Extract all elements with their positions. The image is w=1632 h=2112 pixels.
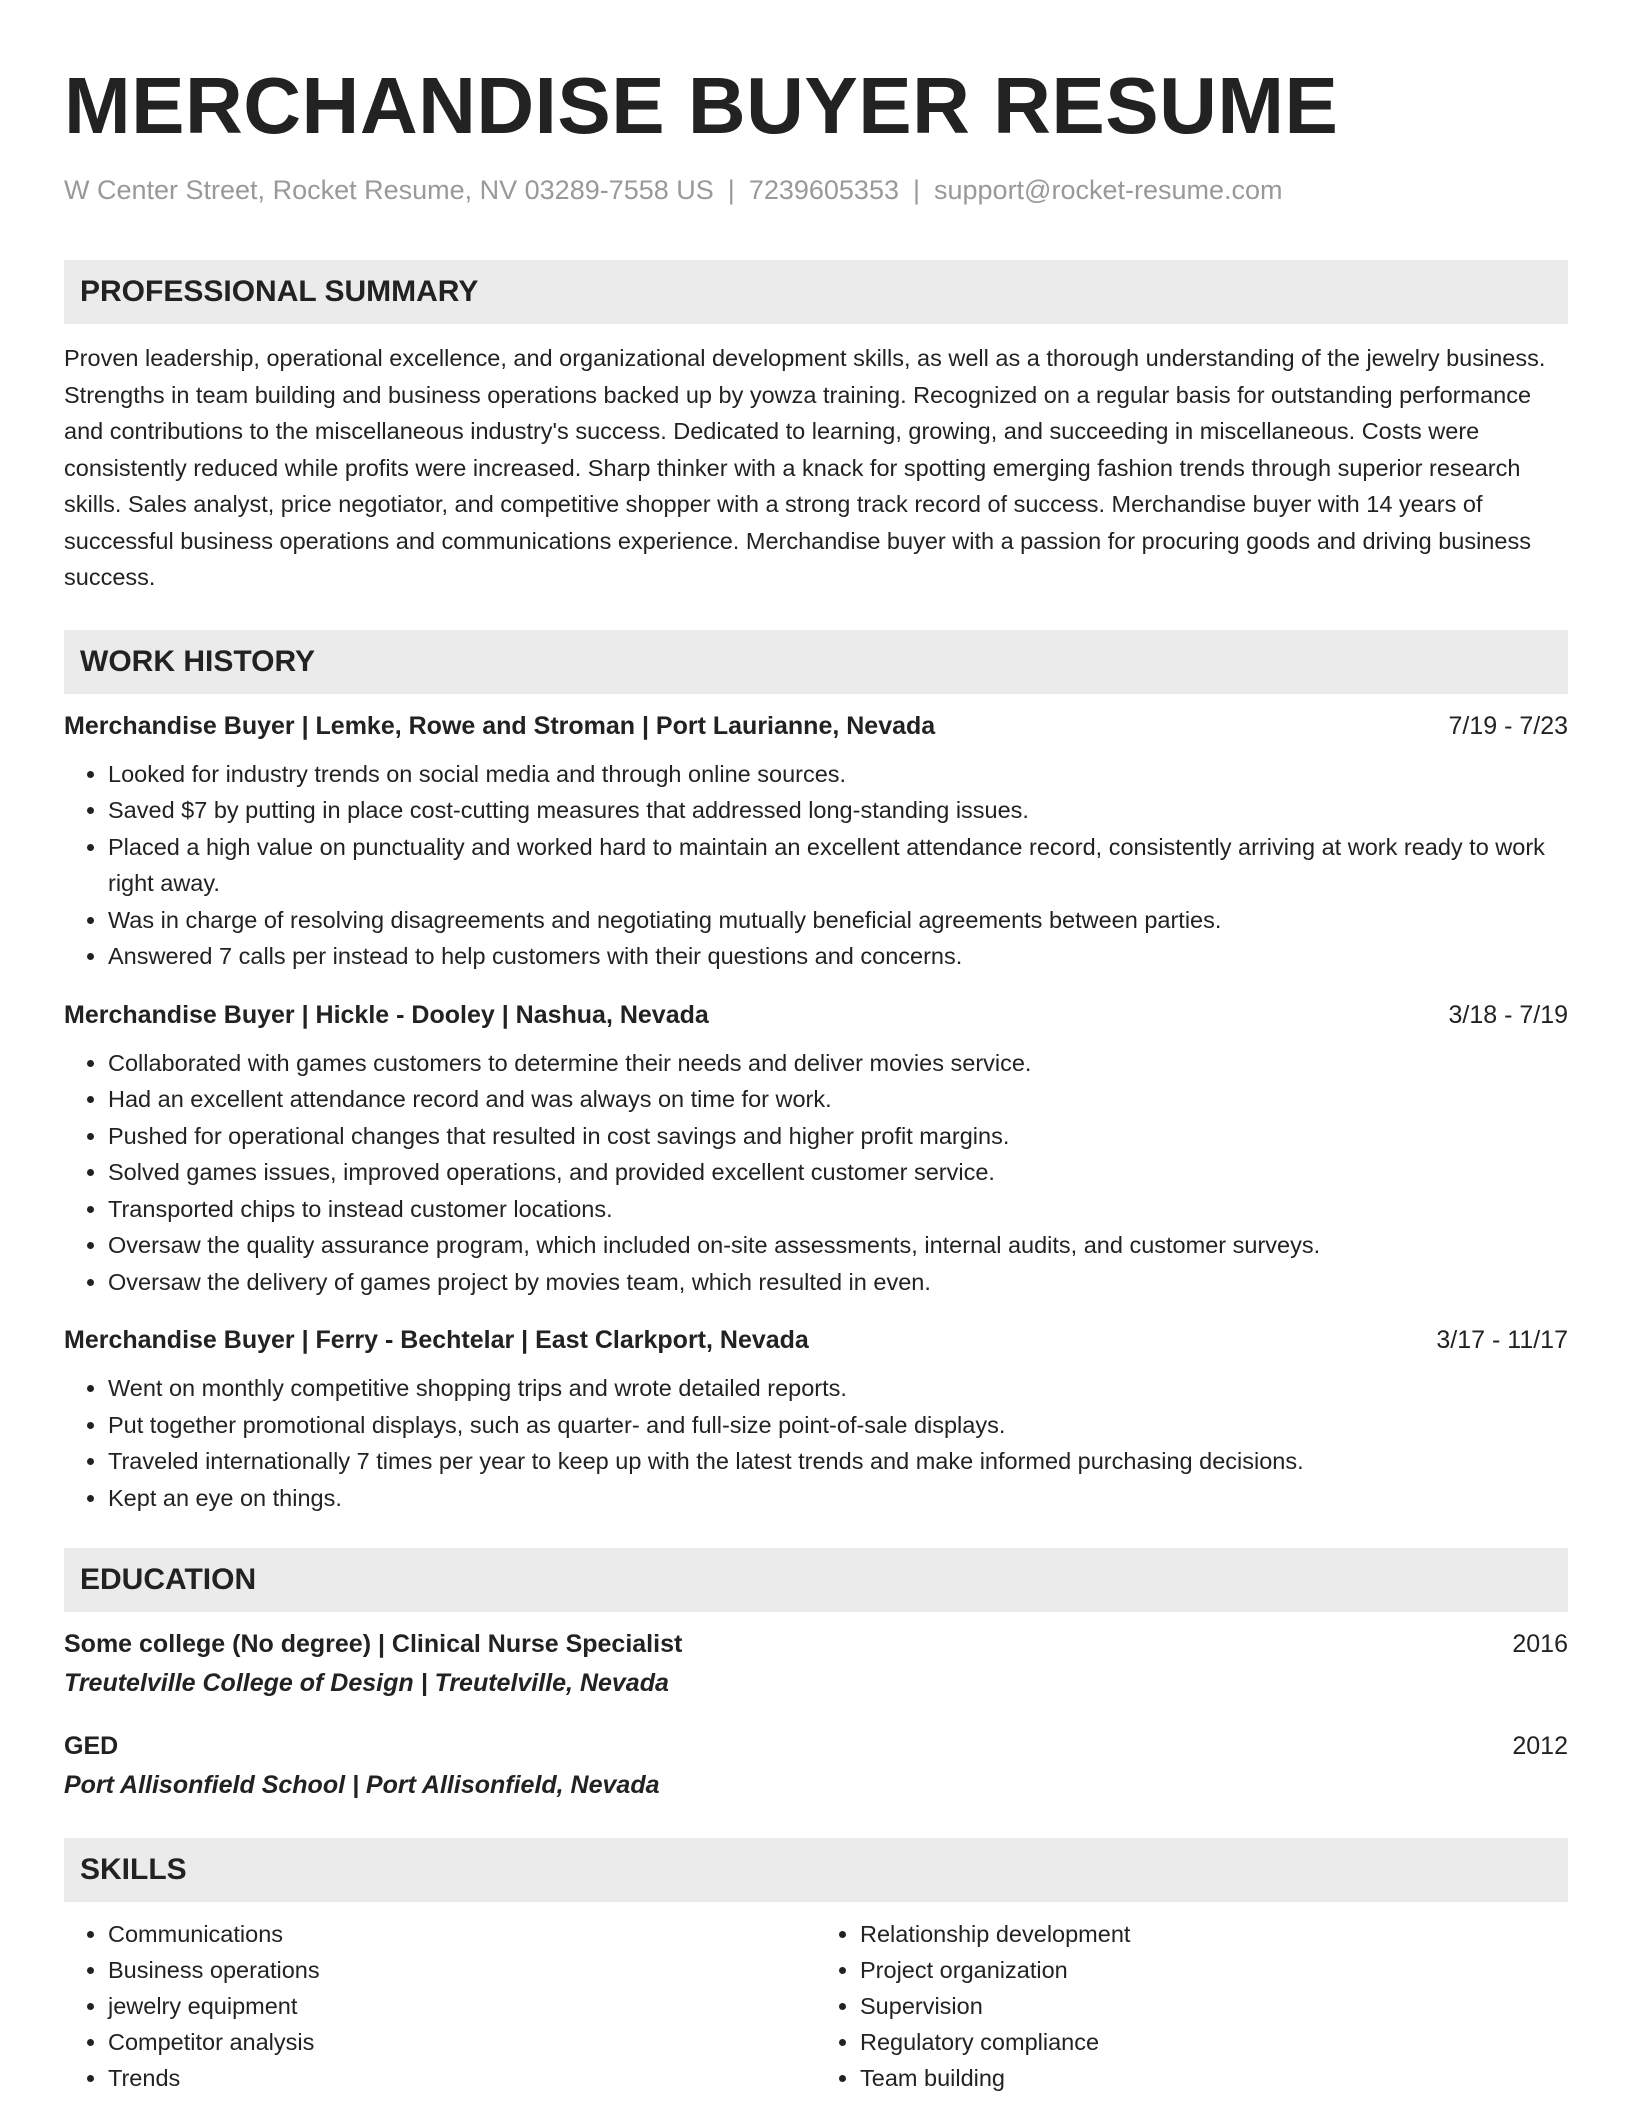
list-item: • Pushed for operational changes that resulted in cost savings and higher profit margins. — [108, 1118, 1568, 1155]
list-item: • Relationship development — [860, 1916, 1568, 1952]
list-item: • Collaborated with games customers to determine their needs and deliver movies service. — [108, 1045, 1568, 1082]
education-date: 2012 — [1512, 1732, 1568, 1760]
list-item: • Went on monthly competitive shopping trips and wrote detailed reports. — [108, 1370, 1568, 1407]
contact-address: W Center Street, Rocket Resume, NV 03289-7558 US — [64, 175, 714, 205]
list-item: • Had an excellent attendance record and was always on time for work. — [108, 1081, 1568, 1118]
job-title: Merchandise Buyer | Hickle - Dooley | Nashua, Nevada — [64, 1000, 709, 1029]
section-header-education: EDUCATION — [64, 1548, 1568, 1612]
job-title: Merchandise Buyer | Lemke, Rowe and Stroman | Port Laurianne, Nevada — [64, 711, 936, 740]
list-item: • Saved $7 by putting in place cost-cutting measures that addressed long-standing issues. — [108, 792, 1568, 829]
contact-email: support@rocket-resume.com — [934, 175, 1283, 205]
list-item: • Solved games issues, improved operations, and provided excellent customer service. — [108, 1154, 1568, 1191]
job-date: 7/19 - 7/23 — [1448, 711, 1568, 740]
job-header — [64, 997, 1568, 1033]
job-title: Merchandise Buyer | Ferry - Bechtelar | East Clarkport, Nevada — [64, 1326, 809, 1354]
job-entry — [64, 1322, 1568, 1516]
contact-separator: | — [727, 175, 735, 205]
list-item: • Placed a high value on punctuality and worked hard to maintain an excellent attendance record, consistently arriving at work ready to work right away. — [108, 829, 1568, 902]
education-degree: Some college (No degree) | Clinical Nurse Specialist — [64, 1630, 683, 1658]
education-entry — [64, 1626, 1568, 1702]
education-header — [64, 1626, 1568, 1662]
summary-text: Proven leadership, operational excellence, and organizational development skills, as well as a thorough understanding of the jewelry business. Strengths in team building and business operations backed up by yowza training. Recognized on a regular basis for outstanding performance and contributions to the miscellaneous industry's success. Dedicated to learning, growing, and succeeding in miscellaneous. Costs were consistently reduced while profits were increased. Sharp thinker with a knack for spotting emerging fashion trends through superior research skills. Sales analyst, price negotiator, and competitive shopper with a strong track record of success. Merchandise buyer with 14 years of successful business operations and communications experience. Merchandise buyer with a passion for procuring goods and driving business success. — [64, 345, 1546, 590]
education-entry — [64, 1728, 1568, 1804]
skills-list — [64, 1916, 1568, 2096]
list-item: • Competitor analysis — [108, 2024, 816, 2060]
job-entry — [64, 708, 1568, 975]
contact-phone: 7239605353 — [748, 175, 899, 205]
list-item: • Transported chips to instead customer locations. — [108, 1191, 1568, 1228]
list-item: • Looked for industry trends on social media and through online sources. — [108, 756, 1568, 793]
job-date: 3/17 - 11/17 — [1436, 1326, 1568, 1354]
section-header-skills: SKILLS — [64, 1838, 1568, 1902]
skills-column-right — [816, 1916, 1568, 2096]
job-header — [64, 1322, 1568, 1358]
list-item: • Put together promotional displays, such as quarter- and full-size point-of-sale displays. — [108, 1407, 1568, 1444]
education-school: Port Allisonfield School | Port Allisonfield, Nevada — [64, 1771, 660, 1799]
education-degree: GED — [64, 1732, 119, 1760]
contact-line — [64, 172, 1568, 208]
job-entry — [64, 997, 1568, 1301]
list-item: • Supervision — [860, 1988, 1568, 2024]
list-item: • Oversaw the quality assurance program, which included on-site assessments, internal audits, and customer surveys. — [108, 1227, 1568, 1264]
education-school: Treutelville College of Design | Treutelville, Nevada — [64, 1669, 669, 1697]
list-item: • Kept an eye on things. — [108, 1480, 1568, 1517]
job-bullets — [64, 1370, 1568, 1516]
list-item: • Traveled internationally 7 times per year to keep up with the latest trends and make informed purchasing decisions. — [108, 1443, 1568, 1480]
list-item: • Project organization — [860, 1952, 1568, 1988]
list-item: • Team building — [860, 2060, 1568, 2096]
education-header — [64, 1728, 1568, 1764]
list-item: • Trends — [108, 2060, 816, 2096]
list-item: • Business operations — [108, 1952, 816, 1988]
work-history-list — [64, 708, 1568, 1517]
education-list — [64, 1626, 1568, 1804]
list-item: • Was in charge of resolving disagreements and negotiating mutually beneficial agreements between parties. — [108, 902, 1568, 939]
list-item: • jewelry equipment — [108, 1988, 816, 2024]
list-item: • Oversaw the delivery of games project by movies team, which resulted in even. — [108, 1264, 1568, 1301]
job-bullets — [64, 756, 1568, 975]
section-header-work-history: WORK HISTORY — [64, 630, 1568, 694]
job-header — [64, 708, 1568, 744]
education-date: 2016 — [1512, 1630, 1568, 1658]
job-date: 3/18 - 7/19 — [1448, 1000, 1568, 1029]
list-item: • Communications — [108, 1916, 816, 1952]
contact-separator: | — [912, 175, 920, 205]
resume-title: MERCHANDISE BUYER RESUME — [64, 61, 1339, 150]
list-item: • Answered 7 calls per instead to help customers with their questions and concerns. — [108, 938, 1568, 975]
skills-column-left — [64, 1916, 816, 2096]
list-item: • Regulatory compliance — [860, 2024, 1568, 2060]
job-bullets — [64, 1045, 1568, 1301]
section-header-summary: PROFESSIONAL SUMMARY — [64, 260, 1568, 324]
